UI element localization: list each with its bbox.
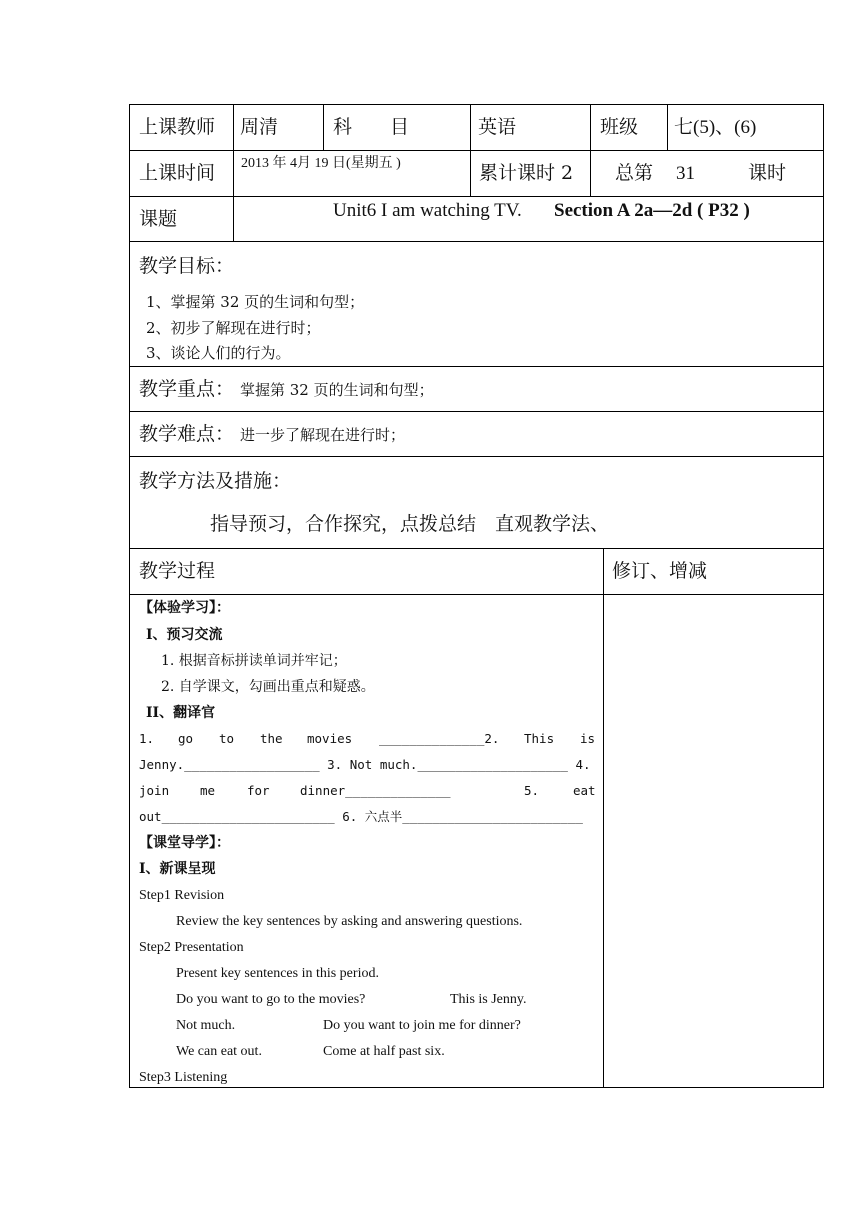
- step1-title: Step1 Revision: [139, 888, 225, 903]
- rule-col-process: [603, 548, 604, 1088]
- rule-row5: [129, 411, 824, 412]
- rule-col-d: [590, 104, 591, 197]
- translate-word: go: [178, 731, 194, 746]
- process-heading: 教学过程: [139, 560, 216, 582]
- topic-unit: Unit6 I am watching TV.: [333, 200, 522, 221]
- translate-word: This: [524, 731, 555, 746]
- translate-word: 1.: [139, 731, 155, 746]
- translate-title: II、翻译官: [146, 705, 216, 721]
- rule-row8: [129, 594, 824, 595]
- methods-text: 指导预习，合作探究，点拨总结 直观教学法、: [210, 513, 610, 535]
- total-unit: 课时: [748, 162, 787, 184]
- teacher-label: 上课教师: [139, 116, 216, 138]
- step1-text: Review the key sentences by asking and answering questions.: [176, 914, 523, 929]
- methods-heading: 教学方法及措施：: [139, 470, 292, 492]
- rule-col-c: [470, 104, 471, 197]
- objective-item: 2、初步了解现在进行时；: [146, 319, 321, 337]
- translate-word: movies: [307, 731, 353, 746]
- translate-word: eat: [573, 783, 596, 798]
- experience-heading: 【体验学习】：: [139, 600, 230, 616]
- key-sentence: Do you want to join me for dinner?: [323, 1018, 521, 1033]
- rule-col-e: [667, 104, 668, 151]
- preview-item: 1. 根据音标拼读单词并牢记；: [161, 653, 347, 669]
- class-label: 班级: [600, 116, 639, 138]
- translate-word: for: [247, 783, 270, 798]
- step3-title: Step3 Listening: [139, 1070, 228, 1085]
- rule-left: [129, 104, 130, 1088]
- time-value: 2013 年 4月 19 日(星期五 ): [241, 156, 401, 171]
- new-lesson-title: I、新课呈现: [139, 861, 216, 877]
- rule-bottom: [129, 1087, 824, 1088]
- translate-word: is: [580, 731, 596, 746]
- preview-item: 2. 自学课文，勾画出重点和疑惑。: [161, 679, 375, 695]
- subject-value: 英语: [478, 116, 517, 138]
- total-number: 31: [676, 163, 695, 184]
- objective-item: 3、谈论人们的行为。: [146, 344, 291, 362]
- rule-row4: [129, 366, 824, 367]
- objective-item: 1、掌握第 32 页的生词和句型；: [146, 293, 365, 311]
- revision-heading: 修订、增减: [612, 560, 708, 582]
- key-sentence: Do you want to go to the movies?: [176, 992, 366, 1007]
- translate-line: Jenny.__________________ 3. Not much.____________________ 4.: [139, 757, 591, 772]
- key-sentence: This is Jenny.: [450, 992, 527, 1007]
- rule-right: [823, 104, 824, 1088]
- time-label: 上课时间: [139, 162, 216, 184]
- translate-word: ______________2.: [379, 731, 500, 746]
- key-sentence: Come at half past six.: [323, 1044, 445, 1059]
- key-sentence: Not much.: [176, 1018, 236, 1033]
- rule-row6: [129, 456, 824, 457]
- step2-title: Step2 Presentation: [139, 940, 244, 955]
- rule-col-b: [323, 104, 324, 151]
- subject-label: 科 目: [333, 116, 410, 138]
- translate-line: out_______________________ 6. 六点半________________________: [139, 809, 583, 824]
- rule-col-a: [233, 104, 234, 242]
- keypoint-label: 教学重点：: [139, 378, 235, 400]
- difficulty-text: 进一步了解现在进行时；: [240, 426, 406, 444]
- step2-text: Present key sentences in this period.: [176, 966, 379, 981]
- translate-word: me: [200, 783, 216, 798]
- rule-row7: [129, 548, 824, 549]
- translate-word: join: [139, 783, 170, 798]
- translate-word: the: [260, 731, 283, 746]
- topic-label: 课题: [139, 208, 178, 230]
- preview-title: I、预习交流: [146, 627, 223, 643]
- keypoint-text: 掌握第 32 页的生词和句型；: [240, 381, 434, 399]
- difficulty-label: 教学难点：: [139, 423, 235, 445]
- teacher-name: 周清: [240, 116, 279, 138]
- cumulative-label: 累计课时 2: [479, 162, 574, 184]
- topic-section: Section A 2a—2d ( P32 ): [554, 200, 750, 221]
- class-value: 七(5)、(6): [674, 117, 757, 138]
- total-label: 总第: [615, 162, 654, 184]
- key-sentence: We can eat out.: [176, 1044, 262, 1059]
- translate-word: dinner______________: [300, 783, 451, 798]
- translate-word: to: [219, 731, 235, 746]
- translate-word: 5.: [524, 783, 540, 798]
- objectives-heading: 教学目标：: [139, 255, 235, 277]
- guide-heading: 【课堂导学】：: [139, 835, 230, 851]
